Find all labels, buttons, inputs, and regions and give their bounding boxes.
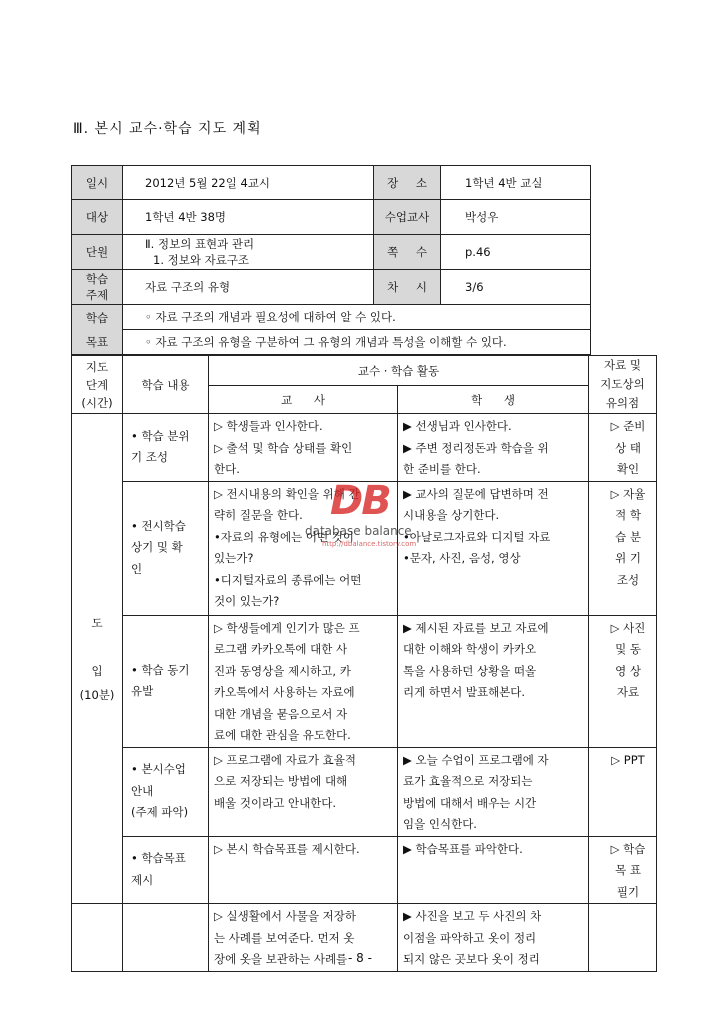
teacher-line: 으로 저장되는 방법에 대해 <box>214 774 348 788</box>
content-line: 인 <box>131 561 143 576</box>
page-label: 쪽 수 <box>374 235 441 270</box>
teacher-label: 수업교사 <box>374 200 441 235</box>
content-cell <box>123 836 209 904</box>
unit-line-1: Ⅱ. 정보의 표현과 관리 <box>145 237 255 251</box>
topic-label-line2: 주제 <box>85 288 109 302</box>
stage-char-1: 도 <box>91 615 103 630</box>
stage-cell <box>72 414 123 904</box>
notes-header-line3: 유의점 <box>605 396 640 410</box>
teacher-cell <box>209 747 398 836</box>
teacher-line: 로그램 카카오톡에 대한 사 <box>214 642 348 656</box>
unit-line-2: 1. 정보와 자료구조 <box>153 253 250 267</box>
topic-value: 자료 구조의 유형 <box>123 270 374 305</box>
teacher-line: •디지털자료의 종류에는 어떤 <box>214 572 362 587</box>
notes-line: 자료 <box>616 685 640 699</box>
notes-line: 위 기 <box>615 551 641 565</box>
notes-cell <box>589 747 657 836</box>
notes-line: ▷ PPT <box>611 752 645 767</box>
teacher-line: ▷ 학생들에게 인기가 많은 프 <box>214 620 360 635</box>
teacher-line: ▷ 실생활에서 사물을 저장하 <box>214 909 357 923</box>
student-line: ▶ 학습목표를 파악한다. <box>403 841 523 856</box>
goal-label <box>72 305 123 355</box>
student-line: •아날로그자료와 디지털 자료 <box>403 529 551 544</box>
table-row <box>72 414 657 482</box>
notes-line: ▷ 사진 <box>610 620 646 635</box>
teacher-line: 것이 있는가? <box>214 594 280 608</box>
content-line: • 본시수업 <box>131 762 186 777</box>
content-line: • 학습목표 <box>131 851 186 866</box>
content-cell <box>123 481 209 615</box>
student-line: 한 준비를 한다. <box>403 462 481 476</box>
student-cell <box>398 747 589 836</box>
teacher-line: 있는가? <box>214 551 254 565</box>
topic-label <box>72 270 123 305</box>
teacher-line: 카오톡에서 사용하는 자료에 <box>214 685 355 699</box>
student-line: 톡을 사용하던 상황을 떠올 <box>403 663 537 678</box>
place-label: 장 소 <box>374 166 441 200</box>
lesson-info-table <box>71 165 591 355</box>
notes-line: 적 학 <box>615 508 641 522</box>
watermark-text: database balance <box>305 524 412 538</box>
teacher-value: 박성우 <box>441 200 591 235</box>
student-line: ▶ 오늘 수업이 프로그램에 자 <box>403 752 549 767</box>
student-line: 리게 하면서 발표해본다. <box>403 685 526 699</box>
content-cell <box>123 615 209 747</box>
content-line: 기 조성 <box>131 450 168 465</box>
notes-cell <box>589 615 657 747</box>
student-line: 료가 효율적으로 저장되는 <box>403 774 533 788</box>
content-line: 유발 <box>131 684 154 698</box>
teacher-line: •자료의 유형에는 어떤 것이 <box>214 529 354 544</box>
stage-char-2: 입 <box>91 663 103 678</box>
table-row <box>72 615 657 747</box>
teacher-cell <box>209 836 398 904</box>
content-header: 학습 내용 <box>123 356 209 414</box>
stage-header-line3: (시간) <box>81 395 113 410</box>
content-line: 안내 <box>131 783 154 798</box>
teacher-cell <box>209 414 398 482</box>
student-line: •문자, 사진, 음성, 영상 <box>403 551 521 565</box>
watermark <box>300 478 430 558</box>
notes-line: 필기 <box>616 884 640 899</box>
student-cell <box>398 615 589 747</box>
teacher-cell <box>209 615 398 747</box>
teacher-line: 대한 개념을 묻음으로서 자 <box>214 706 348 721</box>
content-cell <box>123 414 209 482</box>
notes-line: 습 분 <box>615 529 641 544</box>
section-heading: Ⅲ. 본시 교수·학습 지도 계획 <box>73 121 262 137</box>
teacher-line: 한다. <box>214 462 240 476</box>
content-line: 제시 <box>131 872 154 887</box>
goal-1: ◦ 자료 구조의 개념과 필요성에 대하여 알 수 있다. <box>123 305 591 330</box>
student-line: ▶ 교사의 질문에 답변하며 전 <box>403 486 549 501</box>
teacher-line: 략히 질문을 한다. <box>214 508 303 522</box>
content-line: • 학습 분위 <box>131 428 190 443</box>
period-label: 차 시 <box>374 270 441 305</box>
watermark-logo: DB <box>330 478 390 524</box>
content-line: • 전시학습 <box>131 518 186 533</box>
notes-cell <box>589 836 657 904</box>
target-value: 1학년 4반 38명 <box>123 200 374 235</box>
student-cell <box>398 414 589 482</box>
student-line: ▶ 제시된 자료를 보고 자료에 <box>403 620 549 635</box>
notes-line: 상 태 <box>615 440 641 455</box>
student-line: ▶ 선생님과 인사한다. <box>403 419 512 433</box>
student-line: 이점을 파악하고 옷이 정리 <box>403 930 537 945</box>
notes-line: 영 상 <box>615 663 641 678</box>
student-line: 방법에 대해서 배우는 시간 <box>403 795 537 810</box>
notes-line: ▷ 준비 <box>610 419 646 433</box>
notes-header-line1: 자료 및 <box>604 358 641 372</box>
stage-header-line2: 단계 <box>85 377 109 392</box>
notes-cell <box>589 414 657 482</box>
student-header: 학 생 <box>398 386 589 414</box>
student-cell <box>398 836 589 904</box>
goal-2: ◦ 자료 구조의 유형을 구분하여 그 유형의 개념과 특성을 이해할 수 있다. <box>123 330 591 355</box>
page-number: - 8 - <box>348 951 372 965</box>
student-line: 되지 않은 곳보다 옷이 정리 <box>403 952 540 966</box>
notes-header-line2: 지도상의 <box>600 377 645 391</box>
date-value: 2012년 5월 22일 4교시 <box>123 166 374 200</box>
notes-line: 확인 <box>616 462 640 476</box>
teacher-line: ▷ 출석 및 학습 상태를 확인 <box>214 440 353 455</box>
teacher-line: ▷ 본시 학습목표를 제시한다. <box>214 841 360 856</box>
teacher-header: 교 사 <box>209 386 398 414</box>
stage-header <box>72 356 123 414</box>
stage-time: (10분) <box>79 687 115 702</box>
notes-line: 및 동 <box>615 642 641 656</box>
notes-line: ▷ 학습 <box>610 841 646 856</box>
notes-header <box>589 356 657 414</box>
table-row <box>72 836 657 904</box>
content-line: (주제 파악) <box>131 805 189 820</box>
goal-label-line2: 목표 <box>85 334 109 349</box>
watermark-url: http://dbalance.tistory.com <box>322 540 417 548</box>
notes-cell <box>589 481 657 615</box>
page-value: p.46 <box>441 235 591 270</box>
content-line: • 학습 동기 <box>131 662 190 677</box>
topic-label-line1: 학습 <box>85 272 109 286</box>
notes-line: 목 표 <box>615 863 641 877</box>
goal-label-line1: 학습 <box>85 310 109 325</box>
student-line: ▶ 사진을 보고 두 사진의 차 <box>403 909 542 923</box>
activity-table <box>71 355 657 972</box>
activity-header: 교수 · 학습 활동 <box>209 356 589 386</box>
stage-header-line1: 지도 <box>85 359 109 374</box>
unit-label: 단원 <box>72 235 123 270</box>
unit-value <box>123 235 374 270</box>
table-row <box>72 747 657 836</box>
teacher-line: 료에 대한 관심을 유도한다. <box>214 728 351 742</box>
teacher-line: 진과 동영상을 제시하고, 카 <box>214 663 351 678</box>
student-line: 대한 이해와 학생이 카카오 <box>403 642 537 656</box>
content-cell <box>123 747 209 836</box>
content-line: 상기 및 확 <box>131 540 183 555</box>
place-value: 1학년 4반 교실 <box>441 166 591 200</box>
notes-line: ▷ 자율 <box>610 486 646 501</box>
date-label: 일시 <box>72 166 123 200</box>
student-line: 시내용을 상기한다. <box>403 508 500 522</box>
teacher-line: 는 사례를 보여준다. 먼저 옷 <box>214 930 355 945</box>
target-label: 대상 <box>72 200 123 235</box>
teacher-line: 배울 것이라고 안내한다. <box>214 795 337 810</box>
teacher-line: 장에 옷을 보관하는 사례를 <box>214 952 348 966</box>
student-line: 임을 인식한다. <box>403 817 477 831</box>
notes-line: 조성 <box>616 572 640 587</box>
student-line: ▶ 주변 정리정돈과 학습을 위 <box>403 440 549 455</box>
teacher-line: ▷ 프로그램에 자료가 효율적 <box>214 752 357 767</box>
teacher-line: ▷ 전시내용의 확인을 위해 간 <box>214 486 360 501</box>
period-value: 3/6 <box>441 270 591 305</box>
teacher-line: ▷ 학생들과 인사한다. <box>214 419 323 433</box>
